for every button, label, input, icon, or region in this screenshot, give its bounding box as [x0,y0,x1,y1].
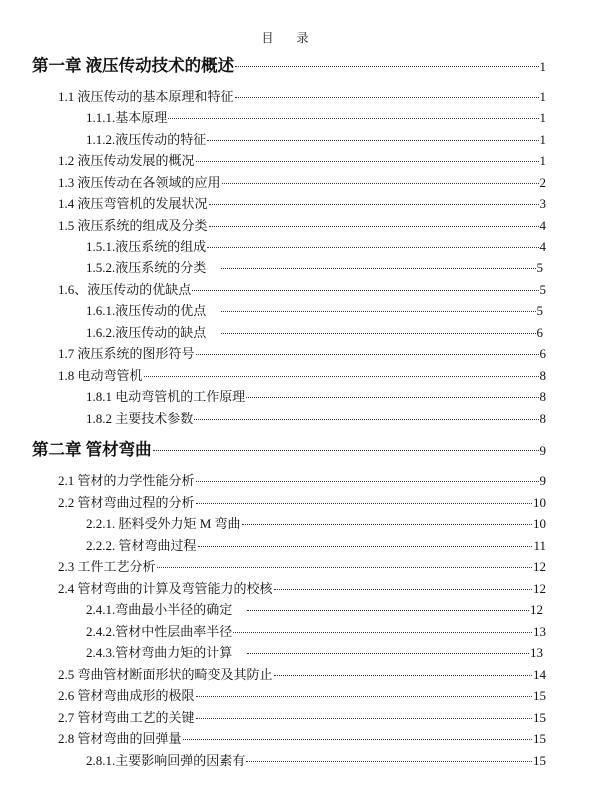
toc-entry-label: 2.7 管材弯曲工艺的关键 [58,710,195,725]
dot-leader [196,718,532,719]
toc-section-entry[interactable] [58,367,546,385]
toc-entry-label: 第一章 液压传动技术的概述 [32,56,235,75]
toc-subsection-entry[interactable] [86,324,543,342]
toc-subsection-entry[interactable] [86,259,543,277]
toc-subsection-entry[interactable] [86,410,546,428]
toc-page-number: 14 [533,667,546,682]
dot-leader [247,610,529,611]
toc-page-number: 2 [539,175,546,190]
toc-subsection-entry[interactable] [86,623,546,641]
toc-page-number: 1 [539,153,546,168]
toc-subsection-entry[interactable] [86,644,543,662]
dot-leader [221,333,535,334]
toc-entry-label: 1.6.2.液压传动的缺点 [86,325,207,340]
toc-entry-label: 1.1.2.液压传动的特征 [86,132,207,147]
toc-entry-label: 1.5.1.液压系统的组成 [86,239,207,254]
dot-leader [222,183,539,184]
toc-entry-label: 2.8 管材弯曲的回弹量 [58,731,182,746]
toc-section-entry[interactable] [58,580,546,598]
dot-leader [246,761,532,762]
dot-leader [221,311,535,312]
dot-leader [235,66,538,67]
toc-page-number: 9 [539,443,546,458]
toc-section-entry[interactable] [58,345,546,363]
toc-entry-label: 2.2.2. 管材弯曲过程 [86,538,197,553]
toc-subsection-entry[interactable] [86,515,546,533]
toc-subsection-entry[interactable] [86,752,546,770]
dot-leader [196,503,532,504]
toc-entry-label: 2.4 管材弯曲的计算及弯管能力的校核 [58,581,273,596]
toc-page-number: 4 [539,239,546,254]
toc-section-entry[interactable] [58,472,546,490]
toc-entry-label: 1.8.1 电动弯管机的工作原理 [86,389,246,404]
toc-entry-label: 第二章 管材弯曲 [32,440,152,459]
toc-chapter-entry[interactable] [32,55,546,78]
toc-page-number: 1 [539,110,546,125]
dot-leader [168,118,538,119]
toc-entry-label: 2.2 管材弯曲过程的分析 [58,495,195,510]
dot-leader [221,268,535,269]
dot-leader [192,290,538,291]
toc-entry-label: 2.4.3.管材弯曲力矩的计算 [86,645,233,660]
toc-page-number: 10 [533,495,546,510]
dot-leader [233,632,532,633]
dot-leader [183,739,532,740]
toc-page-number: 13 [530,645,543,660]
toc-entry-label: 1.7 液压系统的图形符号 [58,346,195,361]
dot-leader [194,419,538,420]
toc-title: 目 录 [261,31,319,45]
toc-page-number: 10 [533,516,546,531]
dot-leader [235,97,539,98]
toc-section-entry[interactable] [58,152,546,170]
toc-section-entry[interactable] [58,730,546,748]
toc-page-number: 6 [536,325,543,340]
toc-entry-label: 2.3 工件工艺分析 [58,559,156,574]
dot-leader [274,589,532,590]
toc-entry-label: 1.8.2 主要技术参数 [86,411,194,426]
dot-leader [207,140,538,141]
dot-leader [207,247,538,248]
toc-page-number: 12 [530,602,543,617]
dot-leader [196,481,539,482]
dot-leader [196,354,539,355]
toc-section-entry[interactable] [58,174,546,192]
toc-entry-label: 2.4.1.弯曲最小半径的确定 [86,602,233,617]
toc-entry-label: 2.4.2.管材中性层曲率半径 [86,624,233,639]
toc-page-number: 5 [536,260,543,275]
toc-page-number: 3 [539,196,546,211]
toc-page-number: 11 [533,538,546,553]
dot-leader [274,675,532,676]
toc-entry-label: 1.1 液压传动的基本原理和特征 [58,89,234,104]
toc-entry-label: 1.3 液压传动在各领域的应用 [58,175,221,190]
toc-page-number: 1 [539,89,546,104]
toc-page-number: 5 [536,303,543,318]
toc-entry-label: 1.6.1.液压传动的优点 [86,303,207,318]
toc-entry-label: 2.6 管材弯曲成形的极限 [58,688,195,703]
dot-leader [246,397,538,398]
toc-page-number: 13 [533,624,546,639]
toc-entry-label: 2.1 管材的力学性能分析 [58,473,195,488]
toc-page-number: 15 [533,731,546,746]
toc-section-entry[interactable] [58,281,546,299]
toc-entry-label: 1.2 液压传动发展的概况 [58,153,195,168]
dot-leader [242,524,532,525]
dot-leader [209,226,539,227]
toc-page-number: 1 [539,132,546,147]
dot-leader [144,376,539,377]
dot-leader [157,567,532,568]
toc-page-number: 12 [533,559,546,574]
toc-entry-label: 1.4 液压弯管机的发展状况 [58,196,208,211]
dot-leader [196,696,532,697]
toc-page-number: 12 [533,581,546,596]
toc-entry-label: 1.5 液压系统的组成及分类 [58,218,208,233]
toc-page-number: 9 [539,473,546,488]
toc-subsection-entry[interactable] [86,238,546,256]
toc-subsection-entry[interactable] [86,109,546,127]
toc-section-entry[interactable] [58,494,546,512]
toc-section-entry[interactable] [58,88,546,106]
toc-entry-label: 1.1.1.基本原理 [86,110,168,125]
toc-page-number: 8 [539,368,546,383]
toc-subsection-entry[interactable] [86,388,546,406]
toc-subsection-entry[interactable] [86,131,546,149]
toc-section-entry[interactable] [58,687,546,705]
toc-section-entry[interactable] [58,217,546,235]
toc-page-number: 6 [539,346,546,361]
toc-subsection-entry[interactable] [86,537,546,555]
toc-entry-label: 2.5 弯曲管材断面形状的畸变及其防止 [58,667,273,682]
toc-section-entry[interactable] [58,558,546,576]
toc-page-number: 15 [533,710,546,725]
dot-leader [153,450,539,451]
toc-chapter-entry[interactable] [32,439,546,462]
toc-page-number: 5 [539,282,546,297]
toc-entry-label: 2.2.1. 胚料受外力矩 M 弯曲 [86,516,241,531]
toc-section-entry[interactable] [58,195,546,213]
toc-page-number: 1 [539,59,546,74]
toc-subsection-entry[interactable] [86,302,543,320]
dot-leader [198,546,533,547]
toc-page-number: 15 [533,688,546,703]
toc-entry-label: 1.6、液压传动的优缺点 [58,282,192,297]
toc-page-number: 15 [533,753,546,768]
toc-entry-label: 1.8 电动弯管机 [58,368,143,383]
toc-entry-label: 1.5.2.液压系统的分类 [86,260,207,275]
dot-leader [196,161,539,162]
toc-page-number: 8 [539,389,546,404]
toc-page-number: 8 [539,411,546,426]
dot-leader [209,204,539,205]
toc-subsection-entry[interactable] [86,601,543,619]
toc-page-number: 4 [539,218,546,233]
dot-leader [247,653,529,654]
toc-entry-label: 2.8.1.主要影响回弹的因素有 [86,753,246,768]
toc-section-entry[interactable] [58,666,546,684]
toc-section-entry[interactable] [58,709,546,727]
